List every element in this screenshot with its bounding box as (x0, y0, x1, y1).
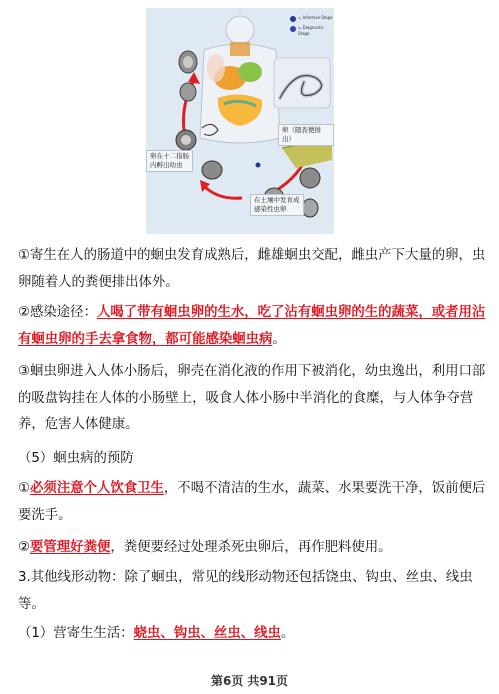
paragraph-7: 3.其他线形动物：除了蛔虫，常见的线形动物还包括饶虫、钩虫、丝虫、线虫等。 (18, 570, 473, 612)
caption-hatch-duodenum: 卵在十二指肠 内孵出幼虫 (146, 150, 193, 172)
paragraph-1: ①寄生在人的肠道中的蛔虫发育成熟后，雌雄蛔虫交配，雌虫产下大量的卵，虫卵随着人的粪便排出体外。 (18, 248, 486, 290)
section-heading-prevention: （5）蛔虫病的预防 (18, 451, 134, 466)
paragraph-2-suffix: 。 (272, 331, 286, 347)
paragraph-6-suffix: ，粪便要经过处理杀死虫卵后，再作肥料使用。 (110, 540, 392, 555)
paragraph-8 (18, 621, 488, 648)
paragraph-6 (18, 535, 488, 562)
paragraph-8-highlight: 蛲虫、钩虫、丝虫、线虫 (133, 626, 281, 641)
cycle-arrow-bottom (204, 186, 242, 198)
caption-soil-development: 在土壤中发育成 感染性虫卵 (250, 194, 304, 216)
legend-infective: = Infective Stage (298, 15, 333, 20)
paragraph-6-prefix: ② (18, 540, 31, 555)
paragraph-8-prefix: （1）营寄生生活： (18, 626, 134, 641)
paragraph-2-prefix: ②感染途径： (18, 305, 97, 320)
paragraph-5-prefix: ① (18, 481, 31, 496)
paragraph-5 (18, 476, 488, 529)
adult-worm-inset (274, 58, 330, 108)
paragraph-2 (18, 300, 488, 353)
paragraph-5-suffix: ，不喝不清洁的生水，蔬菜、水果要洗干净，饭前便后要洗手。 (18, 481, 486, 523)
caption-egg-excreted: 卵（随粪便排出） (278, 124, 334, 146)
paragraph-2-highlight: 人喝了带有蛔虫卵的生水，吃了沾有蛔虫卵的生的蔬菜，或者用沾有蛔虫卵的手去拿食物，都可能感染蛔虫病 (18, 305, 486, 347)
paragraph-5-highlight: 必须注意个人饮食卫生 (30, 481, 164, 496)
paragraph-8-suffix: 。 (280, 626, 295, 641)
legend-diagnostic: = Diagnostic Stage (298, 25, 324, 36)
ascaris-life-cycle-figure (146, 8, 334, 234)
paragraph-3: ③蛔虫卵进入人体小肠后，卵壳在消化液的作用下被消化，幼虫逸出，利用口部的吸盘钩挂在人体的小肠壁上，吸食人体小肠中半消化的食糜，与人体争夺营养，危害人体健康。 (18, 364, 486, 432)
life-cycle-diagram (146, 8, 334, 234)
paragraph-6-highlight: 要管理好粪便 (30, 540, 111, 555)
page-footer (0, 672, 499, 689)
page-total: 共91页 (247, 674, 289, 688)
page-number: 第6页 (210, 674, 244, 688)
